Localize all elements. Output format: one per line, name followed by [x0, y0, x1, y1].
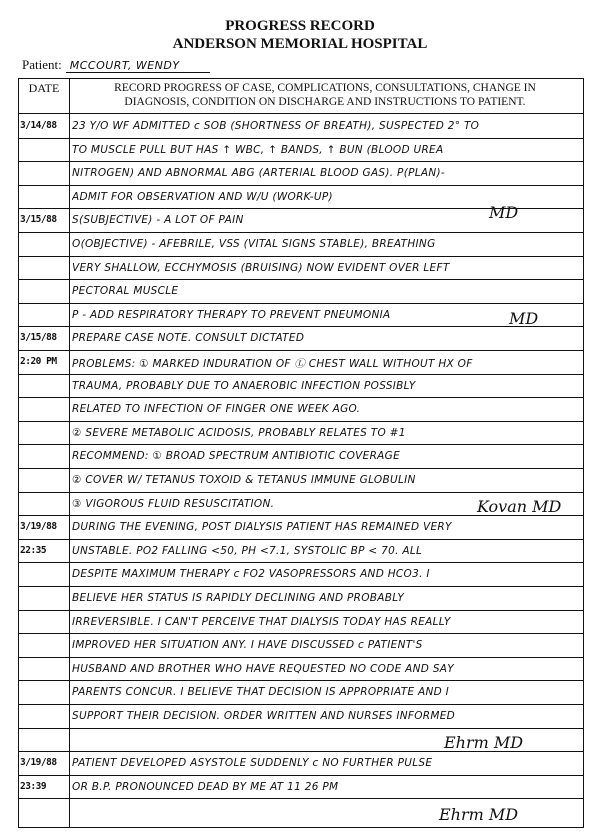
description-header-line1: RECORD PROGRESS OF CASE, COMPLICATIONS, CONSULTATIONS, CHANGE IN — [114, 82, 536, 94]
row-rule — [19, 303, 583, 304]
row-text: DURING THE EVENING, POST DIALYSIS PATIENT HAS REMAINED VERY — [72, 521, 452, 534]
row-rule — [19, 704, 583, 705]
row-date: 23:39 — [20, 780, 47, 792]
row-text: O(OBJECTIVE) - AFEBRILE, VSS (VITAL SIGNS STABLE), BREATHING — [72, 238, 436, 250]
signature-5: Ehrm MD — [439, 805, 519, 824]
row-rule — [19, 586, 583, 587]
row-text: PARENTS CONCUR. I BELIEVE THAT DECISION IS APPROPRIATE AND I — [72, 686, 450, 699]
document-title: PROGRESS RECORD — [225, 18, 375, 34]
row-rule — [19, 562, 583, 563]
patient-name: MCCOURT, WENDY — [66, 59, 210, 73]
hospital-name: ANDERSON MEMORIAL HOSPITAL — [172, 36, 428, 52]
signature-3: Kovan MD — [477, 497, 562, 516]
row-date: 22:35 — [20, 544, 47, 556]
row-rule — [19, 492, 583, 493]
row-rule — [19, 468, 583, 469]
row-text: ③ VIGOROUS FLUID RESUSCITATION. — [72, 497, 275, 510]
signature-1: MD — [489, 203, 519, 222]
row-text: OR B.P. PRONOUNCED DEAD BY ME AT 11 26 PM — [72, 780, 339, 793]
row-rule — [19, 397, 583, 398]
row-text: TRAUMA, PROBABLY DUE TO ANAEROBIC INFECTION POSSIBLY — [72, 379, 416, 392]
row-text: VERY SHALLOW, ECCHYMOSIS (BRUISING) NOW EVIDENT OVER LEFT — [72, 261, 450, 274]
row-date: 3/15/88 — [20, 214, 57, 226]
row-text: BELIEVE HER STATUS IS RAPIDLY DECLINING AND PROBABLY — [72, 592, 405, 604]
row-text: ADMIT FOR OBSERVATION AND W/U (WORK-UP) — [72, 190, 333, 203]
row-text: NITROGEN) AND ABNORMAL ABG (ARTERIAL BLOOD GAS). P(PLAN)- — [72, 167, 445, 180]
row-date: 3/19/88 — [20, 757, 57, 769]
patient-label: Patient: — [22, 57, 62, 72]
row-text: RELATED TO INFECTION OF FINGER ONE WEEK AGO. — [72, 403, 361, 416]
row-text: HUSBAND AND BROTHER WHO HAVE REQUESTED NO CODE AND SAY — [72, 662, 454, 675]
row-rule — [19, 798, 583, 799]
row-text: PREPARE CASE NOTE. CONSULT DICTATED — [72, 332, 305, 345]
row-date: 2:20 PM — [20, 356, 57, 367]
row-rule — [19, 728, 583, 729]
row-rule — [19, 256, 583, 257]
row-rule — [19, 374, 583, 375]
signature-4: Ehrm MD — [444, 733, 524, 752]
row-text: S(SUBJECTIVE) - A LOT OF PAIN — [72, 214, 244, 227]
row-text: 23 Y/O WF ADMITTED c SOB (SHORTNESS OF BREATH), SUSPECTED 2° TO — [72, 120, 480, 132]
row-text: P - ADD RESPIRATORY THERAPY TO PREVENT PNEUMONIA — [72, 308, 391, 321]
header-rule — [19, 113, 583, 114]
row-text: PATIENT DEVELOPED ASYSTOLE SUDDENLY c NO FURTHER PULSE — [72, 757, 433, 770]
row-date: 3/14/88 — [20, 120, 57, 131]
row-rule — [19, 350, 583, 351]
date-column-header: DATE — [28, 81, 60, 95]
row-date: 3/15/88 — [20, 332, 57, 344]
row-rule — [19, 326, 583, 327]
row-rule — [19, 138, 583, 139]
row-text: DESPITE MAXIMUM THERAPY c FO2 VASOPRESSORS AND HCO3. I — [72, 568, 430, 581]
description-header-line2: DIAGNOSIS, CONDITION ON DISCHARGE AND INSTRUCTIONS TO PATIENT. — [124, 96, 526, 108]
row-text: ② COVER W/ TETANUS TOXOID & TETANUS IMMUNE GLOBULIN — [72, 474, 416, 486]
signature-2: MD — [509, 309, 539, 328]
row-text: PECTORAL MUSCLE — [72, 285, 179, 298]
row-text: TO MUSCLE PULL BUT HAS ↑ WBC, ↑ BANDS, ↑ BUN (BLOOD UREA — [72, 143, 444, 156]
date-column-divider — [69, 79, 70, 827]
row-rule — [19, 633, 583, 634]
patient-line — [22, 57, 582, 73]
row-rule — [19, 444, 583, 445]
description-column-header — [75, 81, 575, 109]
row-text: SUPPORT THEIR DECISION. ORDER WRITTEN AND NURSES INFORMED — [72, 710, 456, 722]
row-rule — [19, 421, 583, 422]
row-rule — [19, 232, 583, 233]
row-rule — [19, 539, 583, 540]
row-text: IRREVERSIBLE. I CAN'T PERCEIVE THAT DIALYSIS TODAY HAS REALLY — [72, 615, 451, 628]
row-rule — [19, 161, 583, 162]
progress-record-table — [18, 78, 584, 828]
row-rule — [19, 279, 583, 280]
row-text: IMPROVED HER SITUATION ANY. I HAVE DISCUSSED c PATIENT'S — [72, 639, 423, 652]
row-text: RECOMMEND: ① BROAD SPECTRUM ANTIBIOTIC COVERAGE — [72, 450, 401, 463]
row-text: UNSTABLE. PO2 FALLING <50, PH <7.1, SYSTOLIC BP < 70. ALL — [72, 544, 423, 557]
row-rule — [19, 185, 583, 186]
row-rule — [19, 775, 583, 776]
row-rule — [19, 610, 583, 611]
row-text: PROBLEMS: ① MARKED INDURATION OF Ⓛ CHEST WALL WITHOUT HX OF — [72, 358, 473, 370]
row-rule — [19, 680, 583, 681]
row-date: 3/19/88 — [20, 521, 57, 533]
row-text: ② SEVERE METABOLIC ACIDOSIS, PROBABLY RELATES TO #1 — [72, 426, 406, 439]
row-rule — [19, 657, 583, 658]
